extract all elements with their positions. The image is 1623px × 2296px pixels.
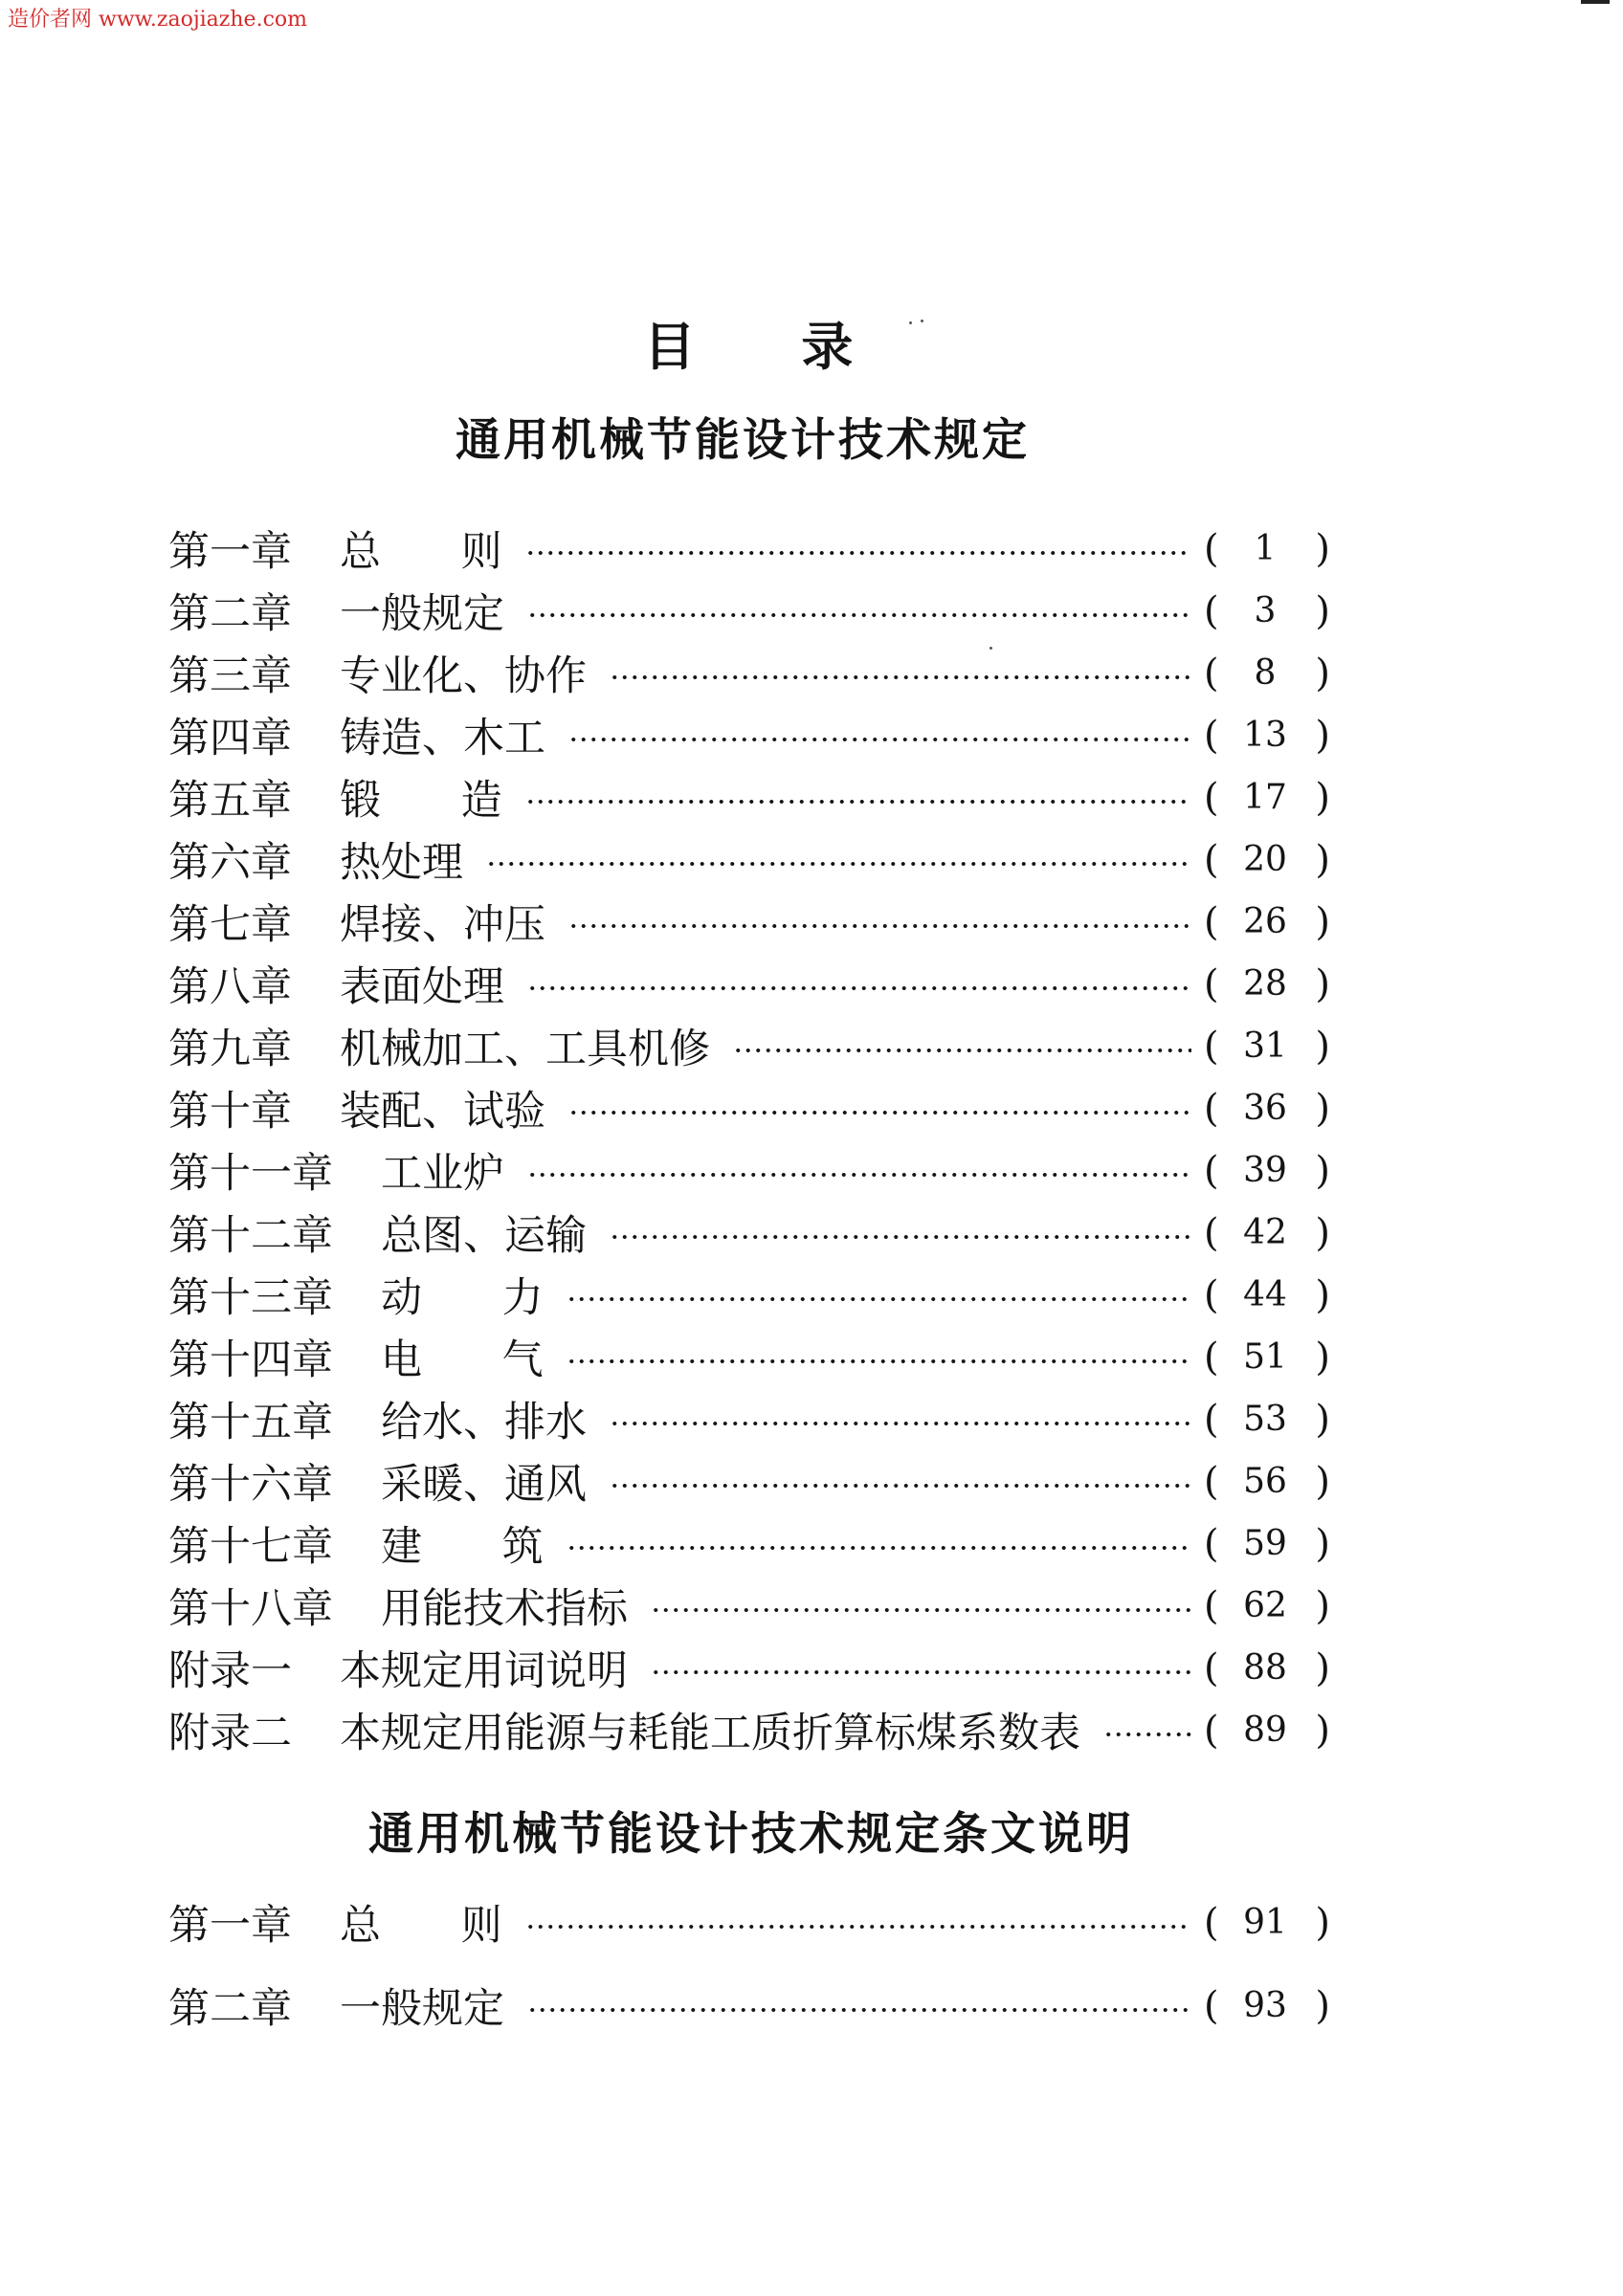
toc-entry (168, 1975, 1330, 2037)
paren-open: ( (1204, 837, 1219, 882)
chapter-title: 工业炉 (381, 1150, 504, 1198)
chapter-number: 第十二章 (168, 1212, 333, 1260)
paren-close: ) (1315, 899, 1330, 944)
chapter-number: 第四章 (168, 715, 292, 762)
page-number: 88 (1243, 1648, 1287, 1688)
toc-entry (168, 1891, 1330, 1954)
chapter-number: 第八章 (168, 963, 292, 1011)
chapter-number: 第一章 (168, 528, 292, 576)
chapter-title: 表面处理 (340, 963, 504, 1011)
toc-entry (168, 828, 1330, 891)
chapter-number: 第七章 (168, 901, 292, 949)
dot-leader (527, 2006, 1191, 2014)
dot-leader (651, 1606, 1191, 1614)
paren-open: ( (1204, 1210, 1219, 1255)
dot-leader (610, 673, 1191, 681)
chapter-title: 建 筑 (381, 1523, 544, 1571)
paren-open: ( (1204, 1459, 1219, 1504)
chapter-number: 第五章 (168, 777, 292, 825)
paren-close: ) (1315, 1086, 1330, 1131)
paren-close: ) (1315, 837, 1330, 882)
page-number: 8 (1254, 653, 1277, 693)
chapter-title: 总图、运输 (381, 1212, 587, 1260)
dot-leader (610, 1233, 1191, 1241)
paren-close: ) (1315, 1335, 1330, 1380)
chapter-title: 给水、排水 (381, 1399, 587, 1446)
chapter-title: 本规定用词说明 (340, 1647, 628, 1695)
page-number: 51 (1243, 1337, 1287, 1377)
dot-leader (525, 549, 1191, 557)
page-number: 91 (1243, 1903, 1287, 1942)
watermark-text: 造价者网 www.zaojiazhe.com (8, 8, 307, 32)
paren-open: ( (1204, 526, 1219, 571)
page-number: 20 (1243, 840, 1287, 879)
toc-entry (168, 891, 1330, 953)
dot-leader (567, 1295, 1191, 1303)
toc-entry (168, 1139, 1330, 1202)
chapter-number: 第十五章 (168, 1399, 333, 1446)
toc-entry (168, 1637, 1330, 1699)
paren-open: ( (1204, 1397, 1219, 1442)
toc-list-explanation (168, 1891, 1330, 2037)
dot-leader (733, 1047, 1191, 1054)
chapter-number: 第十六章 (168, 1461, 333, 1509)
page-title: 目 录 (643, 317, 854, 377)
chapter-title: 总 则 (340, 528, 502, 576)
chapter-number: 第三章 (168, 652, 292, 700)
toc-entry (168, 766, 1330, 828)
toc-entry (168, 1575, 1330, 1637)
paren-open: ( (1204, 1148, 1219, 1193)
chapter-number: 第十八章 (168, 1585, 333, 1633)
chapter-title: 锻 造 (340, 777, 502, 825)
chapter-number: 第十章 (168, 1088, 292, 1136)
section-heading-explanation: 通用机械节能设计技术规定条文说明 (368, 1808, 1134, 1861)
chapter-title: 专业化、协作 (340, 652, 587, 700)
paren-close: ) (1315, 1900, 1330, 1945)
chapter-number: 附录一 (168, 1647, 292, 1695)
paren-open: ( (1204, 1645, 1219, 1690)
toc-entry (168, 1699, 1330, 1761)
paren-close: ) (1315, 1645, 1330, 1690)
page-number: 93 (1243, 1986, 1287, 2025)
chapter-number: 附录二 (168, 1710, 292, 1757)
page-number: 44 (1243, 1275, 1287, 1314)
dot-leader (1103, 1731, 1191, 1738)
toc-entry (168, 1450, 1330, 1512)
chapter-title: 用能技术指标 (381, 1585, 628, 1633)
paren-close: ) (1315, 1024, 1330, 1069)
dot-leader (486, 860, 1191, 868)
page-number: 42 (1243, 1213, 1287, 1252)
toc-entry (168, 1077, 1330, 1139)
toc-entry (168, 1326, 1330, 1388)
dot-leader (568, 1109, 1191, 1116)
section-heading-main: 通用机械节能设计技术规定 (456, 414, 1030, 467)
page-number: 59 (1243, 1524, 1287, 1563)
paren-open: ( (1204, 775, 1219, 820)
page-number: 56 (1243, 1462, 1287, 1501)
paren-close: ) (1315, 1521, 1330, 1566)
paren-close: ) (1315, 526, 1330, 571)
scan-artifact (1581, 0, 1610, 4)
toc-entry (168, 580, 1330, 642)
chapter-title: 机械加工、工具机修 (340, 1026, 710, 1073)
chapter-title: 一般规定 (340, 1985, 504, 2033)
paren-close: ) (1315, 1708, 1330, 1753)
paren-close: ) (1315, 651, 1330, 695)
chapter-number: 第二章 (168, 1985, 292, 2033)
chapter-number: 第十四章 (168, 1336, 333, 1384)
chapter-number: 第六章 (168, 839, 292, 887)
paren-close: ) (1315, 1272, 1330, 1317)
chapter-title: 热处理 (340, 839, 463, 887)
paren-open: ( (1204, 651, 1219, 695)
paren-open: ( (1204, 1086, 1219, 1131)
chapter-title: 一般规定 (340, 590, 504, 638)
dot-leader (567, 1358, 1191, 1365)
dot-leader (567, 1544, 1191, 1552)
chapter-number: 第九章 (168, 1026, 292, 1073)
chapter-title: 采暖、通风 (381, 1461, 587, 1509)
toc-entry (168, 518, 1330, 580)
paren-close: ) (1315, 1983, 1330, 2028)
dot-leader (527, 984, 1191, 992)
chapter-number: 第二章 (168, 590, 292, 638)
toc-entry (168, 953, 1330, 1015)
paren-open: ( (1204, 1708, 1219, 1753)
paren-close: ) (1315, 1210, 1330, 1255)
toc-entry (168, 704, 1330, 766)
paren-open: ( (1204, 961, 1219, 1006)
chapter-number: 第十七章 (168, 1523, 333, 1571)
chapter-title: 铸造、木工 (340, 715, 545, 762)
toc-entry (168, 1264, 1330, 1326)
page-number: 62 (1243, 1586, 1287, 1625)
page-number: 31 (1243, 1027, 1287, 1066)
dot-leader (610, 1420, 1191, 1427)
dot-leader (525, 798, 1191, 806)
paren-close: ) (1315, 588, 1330, 633)
page-number: 13 (1243, 716, 1287, 755)
paren-open: ( (1204, 1024, 1219, 1069)
dot-leader (525, 1923, 1191, 1931)
paren-close: ) (1315, 1148, 1330, 1193)
paren-close: ) (1315, 961, 1330, 1006)
paren-open: ( (1204, 899, 1219, 944)
dot-leader (527, 611, 1191, 619)
chapter-title: 本规定用能源与耗能工质折算标煤系数表 (340, 1710, 1080, 1757)
dot-leader (610, 1482, 1191, 1490)
page-number: 3 (1254, 591, 1277, 630)
toc-entry (168, 1015, 1330, 1077)
dot-leader (527, 1171, 1191, 1179)
chapter-number: 第一章 (168, 1902, 292, 1950)
paren-close: ) (1315, 1583, 1330, 1628)
toc-entry (168, 1202, 1330, 1264)
paren-open: ( (1204, 1521, 1219, 1566)
chapter-title: 装配、试验 (340, 1088, 545, 1136)
chapter-title: 动 力 (381, 1274, 544, 1322)
dot-leader (651, 1668, 1191, 1676)
dot-leader (568, 736, 1191, 743)
paren-close: ) (1315, 1397, 1330, 1442)
chapter-title: 总 则 (340, 1902, 502, 1950)
paren-open: ( (1204, 1983, 1219, 2028)
page-number: 17 (1243, 778, 1287, 817)
paren-close: ) (1315, 775, 1330, 820)
paren-open: ( (1204, 713, 1219, 758)
paren-open: ( (1204, 588, 1219, 633)
toc-list-main (168, 518, 1330, 1761)
page-number: 89 (1243, 1711, 1287, 1750)
paren-open: ( (1204, 1335, 1219, 1380)
toc-entry (168, 1512, 1330, 1575)
page-number: 53 (1243, 1400, 1287, 1439)
chapter-title: 电 气 (381, 1336, 544, 1384)
dot-leader (568, 922, 1191, 930)
paren-close: ) (1315, 713, 1330, 758)
page-number: 26 (1243, 902, 1287, 941)
paren-open: ( (1204, 1900, 1219, 1945)
page-number: 1 (1254, 529, 1277, 568)
paren-close: ) (1315, 1459, 1330, 1504)
chapter-title: 焊接、冲压 (340, 901, 545, 949)
page-number: 28 (1243, 964, 1287, 1004)
paren-open: ( (1204, 1272, 1219, 1317)
chapter-number: 第十一章 (168, 1150, 333, 1198)
toc-entry (168, 1388, 1330, 1450)
chapter-number: 第十三章 (168, 1274, 333, 1322)
page-number: 39 (1243, 1151, 1287, 1190)
paren-open: ( (1204, 1583, 1219, 1628)
page-number: 36 (1243, 1089, 1287, 1128)
toc-entry (168, 642, 1330, 704)
